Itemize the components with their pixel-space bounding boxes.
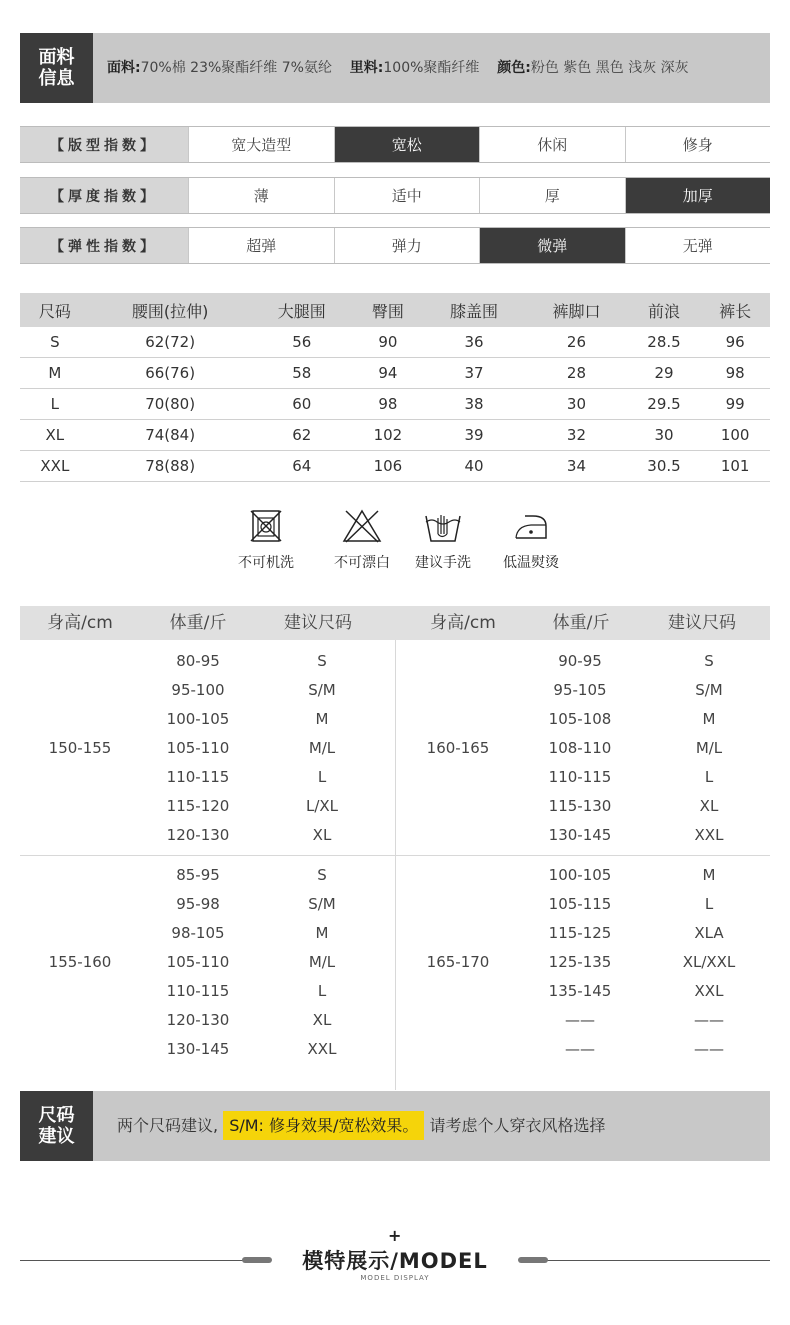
- size-suggestion-tag: [20, 1091, 93, 1161]
- rec-size-cell: L: [317, 982, 327, 1000]
- table-cell: 29.5: [628, 389, 701, 420]
- rec-weight-cell: 105-108: [548, 710, 612, 728]
- rec-weight-cell: 85-95: [176, 866, 220, 884]
- rec-weight-cell: 110-115: [166, 768, 230, 786]
- rec-weight-cell: 105-110: [166, 739, 230, 757]
- rec-weight-cell: 115-130: [548, 797, 612, 815]
- table-row: [20, 327, 770, 358]
- rec-weight-cell: 125-135: [548, 953, 612, 971]
- table-cell: 106: [353, 451, 423, 482]
- fabric-info-tag: [20, 33, 93, 103]
- table-row: [20, 358, 770, 389]
- thickness-option: 适中: [334, 178, 480, 213]
- elasticity-index-label: 【弹性指数】: [20, 228, 188, 263]
- rec-size-cell: M: [315, 710, 329, 728]
- footer-pill-left: [242, 1257, 272, 1263]
- rec-size-cell: XLA: [694, 924, 724, 942]
- rec-size-cell: XL: [312, 826, 332, 844]
- rec-height-range: 155-160: [48, 953, 112, 971]
- rec-size-cell: S: [317, 652, 327, 670]
- suggestion-suffix: 请考虑个人穿衣风格选择: [429, 1116, 606, 1135]
- thickness-option: 薄: [188, 178, 334, 213]
- elasticity-option: 无弹: [625, 228, 771, 263]
- rec-header-height-right: 身高/cm: [430, 613, 496, 633]
- table-cell: 30: [525, 389, 627, 420]
- rec-weight-cell: 120-130: [166, 1011, 230, 1029]
- table-cell: 99: [700, 389, 770, 420]
- rec-size-cell: M/L: [308, 739, 336, 757]
- rec-header-size-left: 建议尺码: [284, 613, 352, 633]
- table-row: [20, 420, 770, 451]
- outer-fabric-value: 70%棉 23%聚酯纤维 7%氨纶: [140, 60, 332, 76]
- rec-weight-cell: 100-105: [548, 866, 612, 884]
- elasticity-option-selected: 微弹: [479, 228, 625, 263]
- rec-weight-cell: 95-98: [176, 895, 220, 913]
- fit-option-selected: 宽松: [334, 127, 480, 162]
- table-cell: 34: [525, 451, 627, 482]
- care-label: 不可机洗: [238, 555, 294, 571]
- rec-weight-cell: 135-145: [548, 982, 612, 1000]
- rec-weight-cell: 90-95: [558, 652, 602, 670]
- table-cell: 37: [423, 358, 525, 389]
- table-cell: 78(88): [90, 451, 251, 482]
- rec-divider-horizontal: [20, 855, 770, 856]
- rec-header-weight-right: 体重/斤: [552, 613, 610, 633]
- rec-weight-cell: 95-105: [553, 681, 607, 699]
- rec-weight-cell: 130-145: [166, 1040, 230, 1058]
- size-header-cell: 裤脚口: [525, 293, 627, 327]
- rec-weight-cell: 105-115: [548, 895, 612, 913]
- thickness-index-row: [20, 177, 770, 214]
- rec-weight-cell: 120-130: [166, 826, 230, 844]
- rec-size-cell: XXL: [307, 1040, 337, 1058]
- rec-size-cell: M/L: [695, 739, 723, 757]
- table-cell: 32: [525, 420, 627, 451]
- footer-pill-right: [518, 1257, 548, 1263]
- footer-plus-icon: +: [388, 1226, 402, 1245]
- fit-option: 休闲: [479, 127, 625, 162]
- outer-fabric-label: 面料:: [107, 60, 141, 76]
- rec-size-cell: L: [317, 768, 327, 786]
- rec-size-cell: S/M: [308, 681, 336, 699]
- care-label: 低温熨烫: [503, 555, 559, 571]
- footer-line-right: [540, 1260, 770, 1261]
- fabric-info-text: [107, 33, 689, 103]
- table-cell: 70(80): [90, 389, 251, 420]
- rec-size-cell: M: [315, 924, 329, 942]
- table-cell: S: [20, 327, 90, 358]
- rec-divider-vertical: [395, 640, 396, 1090]
- table-cell: 28.5: [628, 327, 701, 358]
- care-low-iron: [491, 508, 571, 572]
- rec-size-cell: S: [317, 866, 327, 884]
- table-cell: 60: [251, 389, 353, 420]
- size-suggestion-text: [117, 1091, 606, 1161]
- size-table-header: [20, 293, 770, 327]
- rec-size-cell: L: [704, 895, 714, 913]
- rec-size-cell: S: [704, 652, 714, 670]
- table-cell: 62: [251, 420, 353, 451]
- rec-weight-cell: ——: [565, 1040, 595, 1058]
- footer-title: 模特展示/MODEL: [302, 1249, 488, 1273]
- table-cell: 96: [700, 327, 770, 358]
- rec-weight-cell: 110-115: [548, 768, 612, 786]
- care-label: 不可漂白: [334, 555, 390, 571]
- table-row: [20, 389, 770, 420]
- table-cell: 30.5: [628, 451, 701, 482]
- size-table: [20, 293, 770, 482]
- care-label: 建议手洗: [415, 555, 471, 571]
- table-row: [20, 451, 770, 482]
- no-bleach-icon: [342, 508, 382, 544]
- suggestion-highlight: S/M: 修身效果/宽松效果。: [223, 1111, 424, 1140]
- table-cell: 90: [353, 327, 423, 358]
- table-cell: 28: [525, 358, 627, 389]
- thickness-option: 厚: [479, 178, 625, 213]
- rec-weight-cell: 115-120: [166, 797, 230, 815]
- no-machine-wash-icon: [248, 508, 284, 544]
- rec-weight-cell: 110-115: [166, 982, 230, 1000]
- size-header-cell: 大腿围: [251, 293, 353, 327]
- lining-label: 里料:: [349, 60, 384, 76]
- table-cell: M: [20, 358, 90, 389]
- rec-height-range: 160-165: [426, 739, 490, 757]
- table-cell: 39: [423, 420, 525, 451]
- rec-size-cell: L/XL: [305, 797, 339, 815]
- rec-size-cell: S/M: [308, 895, 336, 913]
- color-label: 颜色:: [497, 60, 531, 76]
- size-header-cell: 裤长: [700, 293, 770, 327]
- rec-size-cell: XL/XXL: [682, 953, 736, 971]
- care-no-bleach: [322, 508, 402, 572]
- table-cell: 26: [525, 327, 627, 358]
- suggestion-prefix: 两个尺码建议,: [117, 1116, 219, 1135]
- table-cell: 74(84): [90, 420, 251, 451]
- rec-weight-cell: 115-125: [548, 924, 612, 942]
- table-cell: XXL: [20, 451, 90, 482]
- rec-size-cell: XL: [312, 1011, 332, 1029]
- fit-option: 修身: [625, 127, 771, 162]
- rec-weight-cell: 108-110: [548, 739, 612, 757]
- fit-option: 宽大造型: [188, 127, 334, 162]
- table-cell: 66(76): [90, 358, 251, 389]
- table-cell: 100: [700, 420, 770, 451]
- thickness-option-selected: 加厚: [625, 178, 771, 213]
- rec-size-cell: M: [702, 710, 716, 728]
- table-cell: XL: [20, 420, 90, 451]
- rec-header-weight-left: 体重/斤: [169, 613, 227, 633]
- rec-weight-cell: ——: [565, 1011, 595, 1029]
- elasticity-index-row: [20, 227, 770, 264]
- rec-header-size-right: 建议尺码: [668, 613, 736, 633]
- table-cell: 30: [628, 420, 701, 451]
- hand-wash-icon: [423, 508, 463, 544]
- rec-size-cell: ——: [694, 1011, 724, 1029]
- table-cell: 56: [251, 327, 353, 358]
- elasticity-option: 弹力: [334, 228, 480, 263]
- rec-size-cell: M: [702, 866, 716, 884]
- lining-value: 100%聚酯纤维: [383, 60, 480, 76]
- size-header-cell: 臀围: [353, 293, 423, 327]
- table-cell: 29: [628, 358, 701, 389]
- rec-size-cell: M/L: [308, 953, 336, 971]
- fit-index-row: [20, 126, 770, 163]
- footer-subtitle: MODEL DISPLAY: [360, 1274, 430, 1282]
- rec-size-cell: XL: [699, 797, 719, 815]
- table-cell: L: [20, 389, 90, 420]
- care-hand-wash: [403, 508, 483, 572]
- thickness-index-label: 【厚度指数】: [20, 178, 188, 213]
- rec-size-cell: XXL: [694, 982, 724, 1000]
- suggestion-tag-line2: 建议: [38, 1126, 75, 1147]
- table-cell: 102: [353, 420, 423, 451]
- rec-weight-cell: 80-95: [176, 652, 220, 670]
- table-cell: 98: [700, 358, 770, 389]
- fabric-tag-line1: 面料: [38, 47, 75, 68]
- table-cell: 36: [423, 327, 525, 358]
- footer-line-left: [20, 1260, 250, 1261]
- table-cell: 94: [353, 358, 423, 389]
- rec-height-range: 165-170: [426, 953, 490, 971]
- size-header-cell: 前浪: [628, 293, 701, 327]
- low-iron-icon: [511, 508, 551, 544]
- table-cell: 38: [423, 389, 525, 420]
- rec-weight-cell: 100-105: [166, 710, 230, 728]
- care-no-machine-wash: [226, 508, 306, 572]
- table-cell: 40: [423, 451, 525, 482]
- suggestion-tag-line1: 尺码: [38, 1105, 75, 1126]
- size-header-cell: 膝盖围: [423, 293, 525, 327]
- table-cell: 62(72): [90, 327, 251, 358]
- rec-weight-cell: 95-100: [171, 681, 225, 699]
- fit-index-label: 【版型指数】: [20, 127, 188, 162]
- rec-weight-cell: 98-105: [171, 924, 225, 942]
- rec-height-range: 150-155: [48, 739, 112, 757]
- rec-size-cell: ——: [694, 1040, 724, 1058]
- table-cell: 58: [251, 358, 353, 389]
- rec-size-cell: S/M: [695, 681, 723, 699]
- table-cell: 64: [251, 451, 353, 482]
- rec-weight-cell: 105-110: [166, 953, 230, 971]
- table-cell: 101: [700, 451, 770, 482]
- size-header-cell: 尺码: [20, 293, 90, 327]
- rec-size-cell: L: [704, 768, 714, 786]
- table-cell: 98: [353, 389, 423, 420]
- elasticity-option: 超弹: [188, 228, 334, 263]
- rec-weight-cell: 130-145: [548, 826, 612, 844]
- rec-size-cell: XXL: [694, 826, 724, 844]
- rec-header-height-left: 身高/cm: [47, 613, 113, 633]
- color-value: 粉色 紫色 黑色 浅灰 深灰: [530, 60, 689, 76]
- size-header-cell: 腰围(拉伸): [90, 293, 251, 327]
- fabric-tag-line2: 信息: [38, 68, 75, 89]
